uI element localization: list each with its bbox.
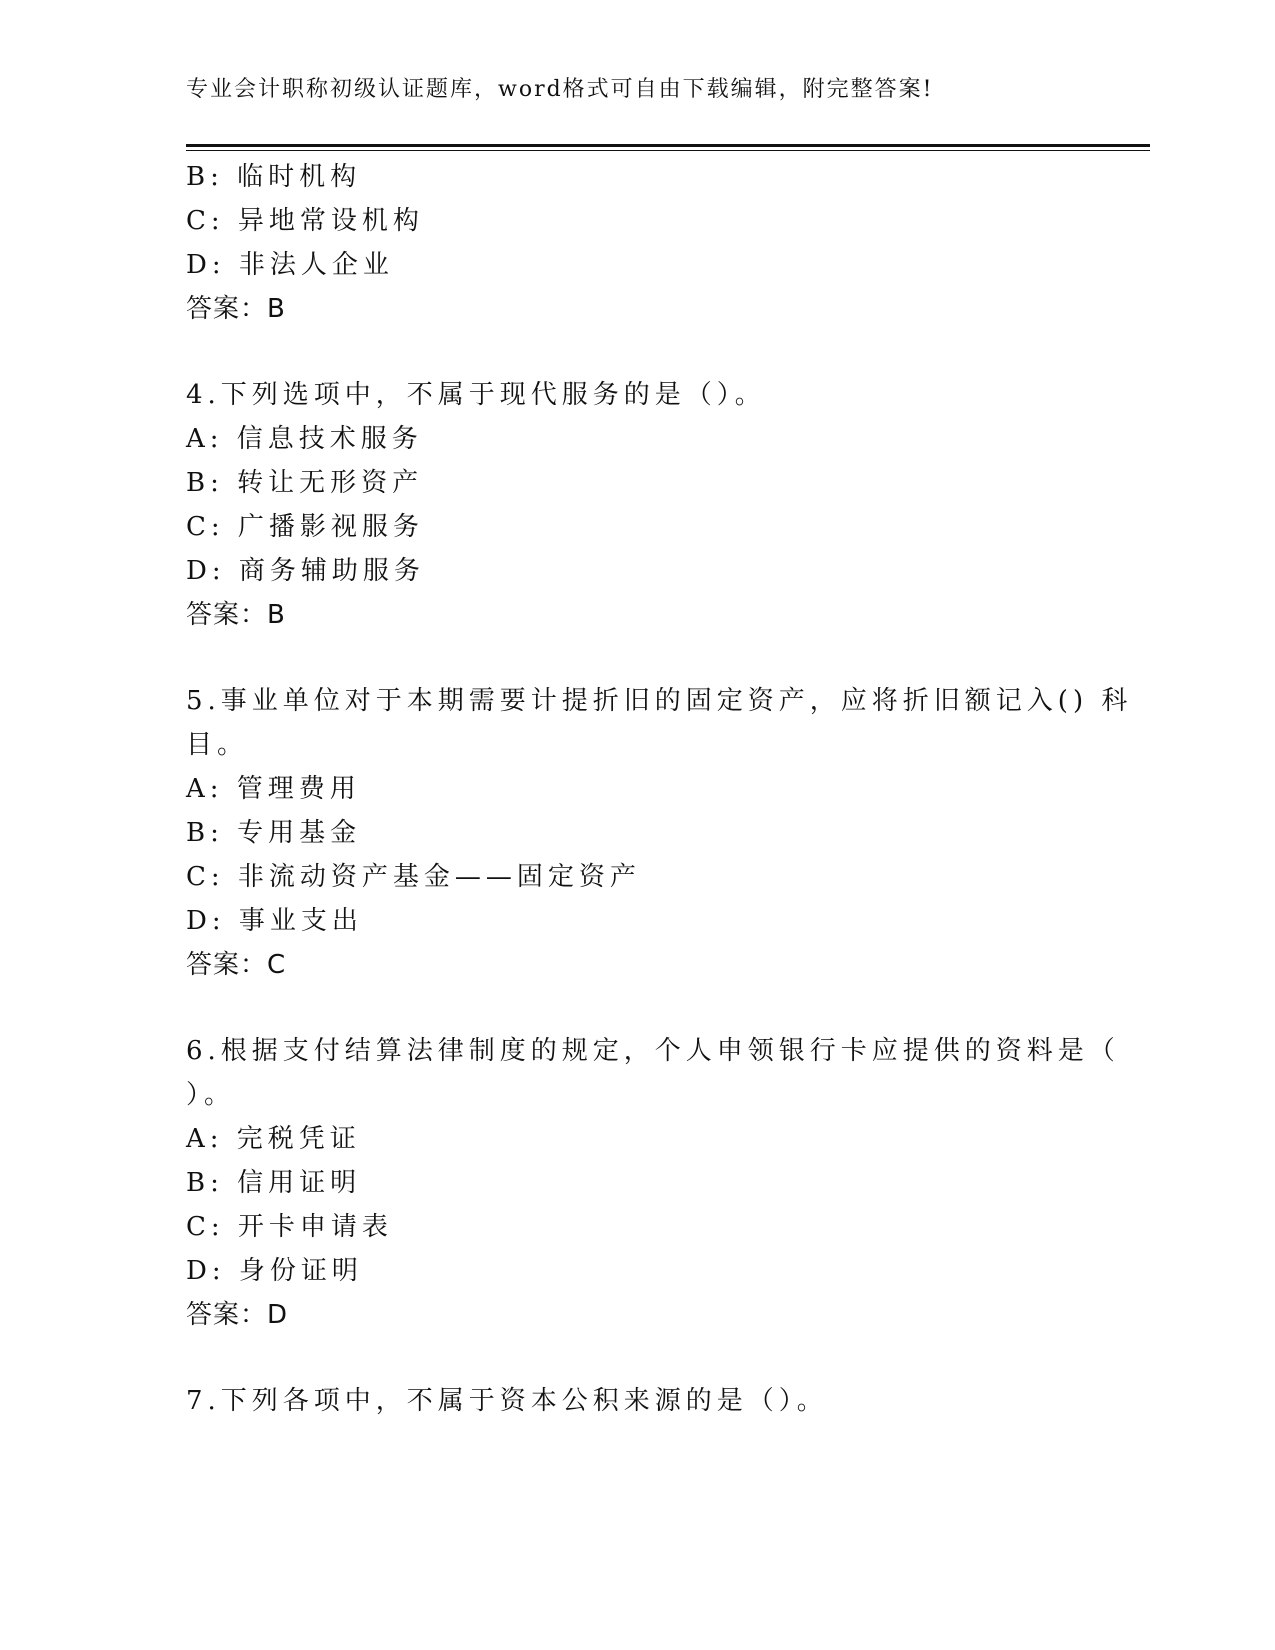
header-rule-thin [186,150,1150,151]
q4-option-c: C: 广播影视服务 [186,512,424,542]
q4-option-a: A: 信息技术服务 [186,424,423,454]
page-header: 专业会计职称初级认证题库，word格式可自由下载编辑，附完整答案! [186,77,934,102]
q4-option-d: D: 商务辅助服务 [186,556,425,586]
header-rule-thick [186,144,1150,147]
q6-answer: 答案：D [186,1300,289,1330]
q3-option-b: B: 临时机构 [186,162,362,192]
q5-option-a: A: 管理费用 [186,774,361,804]
q5-answer: 答案：C [186,950,287,980]
q6-question-line1: 6.根据支付结算法律制度的规定，个人申领银行卡应提供的资料是（ [186,1036,1120,1066]
q4-option-b: B: 转让无形资产 [186,468,424,498]
q5-option-b: B: 专用基金 [186,818,362,848]
q6-option-d: D: 身份证明 [186,1256,363,1286]
q3-option-c: C: 异地常设机构 [186,206,424,236]
q4-answer: 答案：B [186,600,286,630]
q4-question: 4.下列选项中，不属于现代服务的是（）。 [186,380,766,410]
q6-option-a: A: 完税凭证 [186,1124,361,1154]
q6-option-b: B: 信用证明 [186,1168,362,1198]
q6-question-line2: ）。 [186,1080,236,1110]
q7-question: 7.下列各项中，不属于资本公积来源的是（）。 [186,1386,828,1416]
q5-question-line1: 5.事业单位对于本期需要计提折旧的固定资产，应将折旧额记入() 科 [186,686,1133,716]
q5-option-c: C: 非流动资产基金——固定资产 [186,862,641,892]
q3-option-d: D: 非法人企业 [186,250,394,280]
q5-option-d: D: 事业支出 [186,906,363,936]
q6-option-c: C: 开卡申请表 [186,1212,393,1242]
q3-answer: 答案：B [186,294,286,324]
q5-question-line2: 目。 [186,730,249,760]
